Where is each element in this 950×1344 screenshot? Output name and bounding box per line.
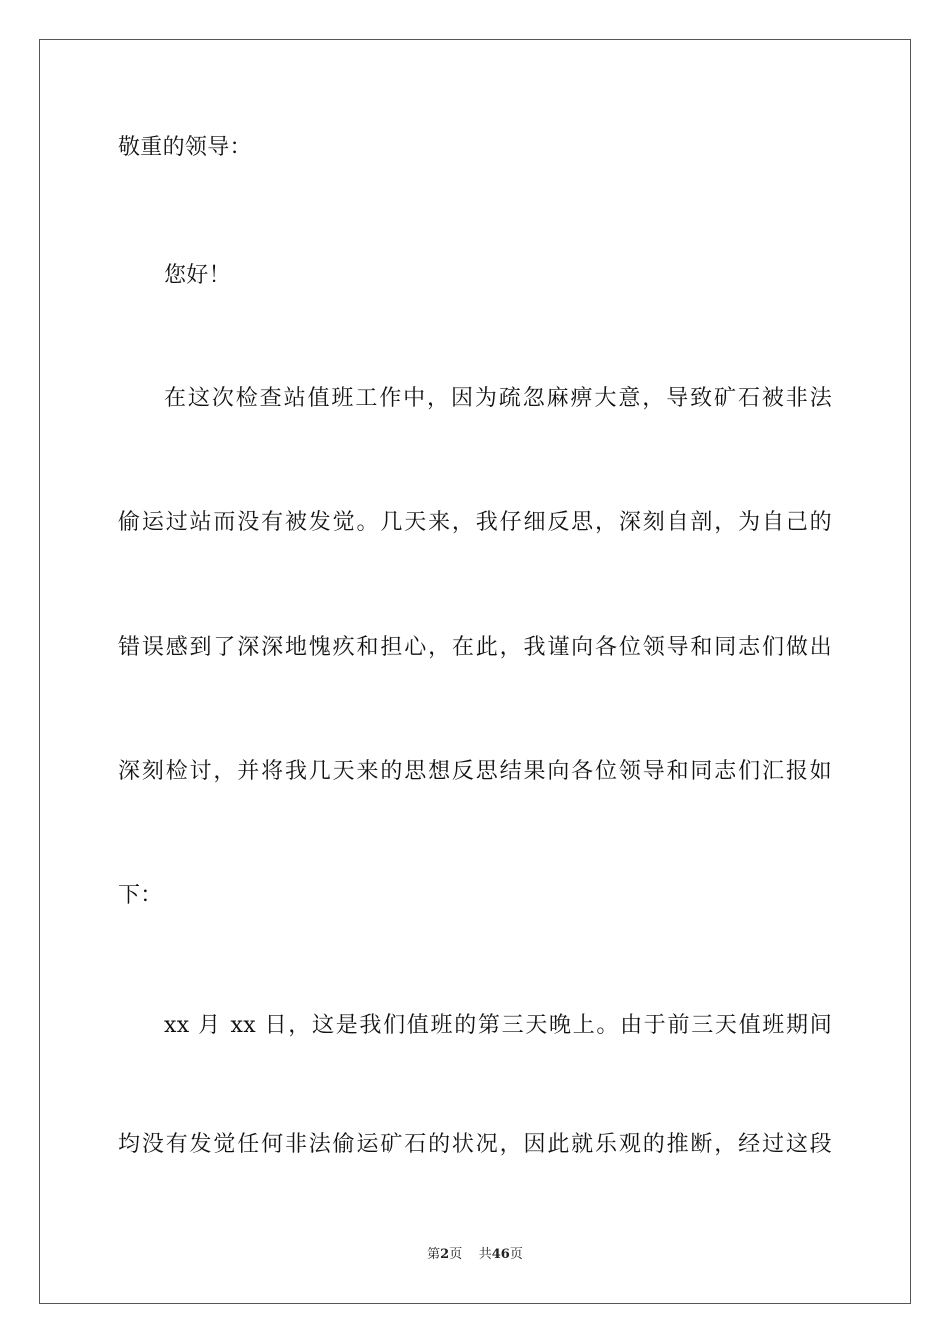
- paragraph-line-2: 偷运过站而没有被发觉。几天来，我仔细反思，深刻自剖，为自己的: [118, 510, 832, 535]
- paragraph-line-5: 下：: [118, 883, 163, 908]
- paragraph-line-3: 错误感到了深深地愧疚和担心，在此，我谨向各位领导和同志们做出: [118, 635, 832, 660]
- page-footer: [0, 1247, 950, 1263]
- paragraph2-line-2: 均没有发觉任何非法偷运矿石的状况，因此就乐观的推断，经过这段: [118, 1132, 832, 1157]
- page-label-suffix: 页: [449, 1247, 463, 1262]
- page-border: [39, 39, 911, 1304]
- salutation: 敬重的领导：: [118, 135, 252, 160]
- page-label-prefix: 第: [427, 1247, 441, 1262]
- total-label-suffix: 页: [509, 1247, 523, 1262]
- paragraph-line-1: 在这次检查站值班工作中，因为疏忽麻痹大意，导致矿石被非法: [164, 386, 832, 411]
- paragraph2-line-1: xx 月 xx 日，这是我们值班的第三天晚上。由于前三天值班期间: [164, 1013, 832, 1038]
- paragraph-line-4: 深刻检讨，并将我几天来的思想反思结果向各位领导和同志们汇报如: [118, 759, 832, 784]
- total-pages: 46: [491, 1247, 510, 1262]
- page-number: 2: [440, 1247, 450, 1262]
- greeting: 您好！: [164, 263, 231, 288]
- total-label-prefix: 共: [478, 1247, 492, 1262]
